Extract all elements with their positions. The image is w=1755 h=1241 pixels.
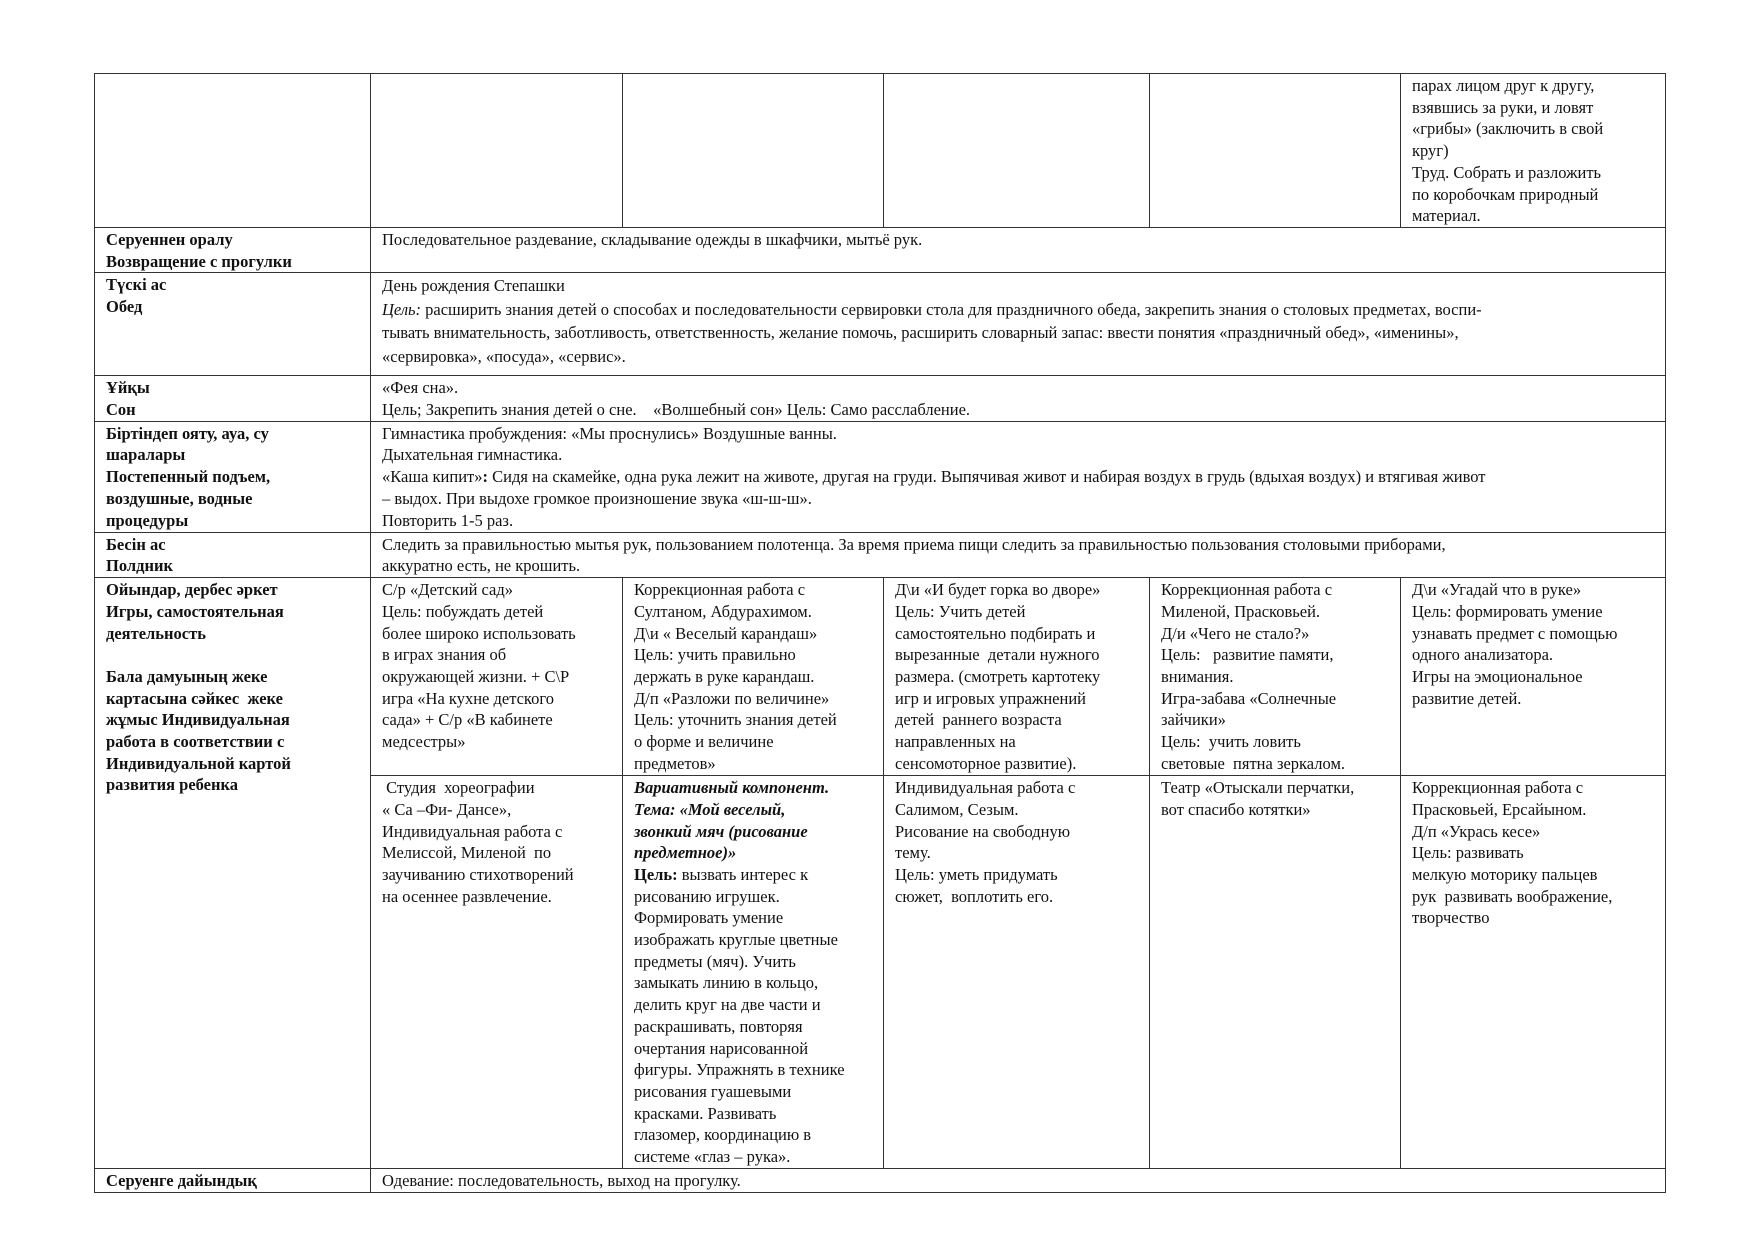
colon: : (482, 467, 488, 487)
text-line: развитие детей. (1412, 688, 1522, 708)
text-line: внимания. (1161, 666, 1234, 686)
variative-heading: звонкий мяч (рисование (634, 821, 808, 841)
row-label-prep-walk (95, 1168, 371, 1192)
text-line: С/р «Детский сад» (382, 580, 514, 600)
text-line: Мелиссой, Миленой по (382, 843, 552, 863)
table-row (95, 532, 1666, 577)
label-line: процедуры (106, 510, 189, 530)
goal-line (634, 864, 873, 886)
table-row (95, 1168, 1666, 1192)
text-line: деятельность (106, 623, 206, 643)
games-r1-c3 (623, 578, 884, 776)
text-line: Д\и «Угадай что в руке» (1412, 580, 1582, 600)
text-line: Театр «Отыскали перчатки, (1161, 778, 1355, 798)
text-line: держать в руке карандаш. (634, 666, 815, 686)
text-line: Ойындар, дербес әркет (106, 580, 278, 600)
text-line: Цель: формировать умение (1412, 601, 1603, 621)
text-line: медсестры» (382, 732, 466, 752)
row-label-snack (95, 532, 371, 577)
text-line: о форме и величине (634, 732, 774, 752)
text-line: «грибы» (заключить в свой (1412, 119, 1604, 139)
text-line (106, 644, 360, 666)
text-line: Коррекционная работа с (1412, 778, 1584, 798)
text-line: предметов» (634, 753, 716, 773)
text-line: сада» + С/р «В кабинете (382, 710, 553, 730)
label-line: Серуенге дайындық (106, 1170, 257, 1190)
text-line: Дыхательная гимнастика. (382, 445, 563, 465)
text-line: замыкать линию в кольцо, (634, 973, 819, 993)
games-r2-c4 (884, 776, 1150, 1169)
label-line: Полдник (106, 556, 173, 576)
lunch-text (371, 273, 1666, 376)
text-line: на осеннее развлечение. (382, 886, 552, 906)
exercise-name: «Каша кипит» (382, 467, 483, 487)
text-line: заучиванию стихотворений (382, 864, 574, 884)
games-r2-c6 (1401, 776, 1666, 1169)
text-line: Игры, самостоятельная (106, 601, 284, 621)
label-line: воздушные, водные (106, 488, 253, 508)
text-line: узнавать предмет с помощью (1412, 623, 1618, 643)
text-line: предметы (мяч). Учить (634, 951, 796, 971)
text-line: делить круг на две части и (634, 995, 821, 1015)
text-line: Д/п «Укрась кесе» (1412, 821, 1541, 841)
text-line: Индивидуальная работа с (895, 778, 1076, 798)
label-line: Сон (106, 400, 136, 420)
sleep-text (371, 376, 1666, 421)
text-line: Цель: Учить детей (895, 601, 1026, 621)
text-line: Игра-забава «Солнечные (1161, 688, 1337, 708)
variative-heading: Тема: «Мой веселый, (634, 799, 786, 819)
text-line: игр и игровых упражнений (895, 688, 1086, 708)
text-line: Цель: развитие памяти, (1161, 645, 1334, 665)
text-line: – выдох. При выдохе громкое произношение звука «ш-ш-ш». (382, 488, 812, 508)
games-r2-c3 (623, 776, 884, 1169)
games-r2-c5 (1150, 776, 1401, 1169)
text-line: Д/и «Чего не стало?» (1161, 623, 1310, 643)
daily-plan-table (94, 73, 1666, 1193)
text-line: Цель: побуждать детей (382, 601, 544, 621)
text-line: Последовательное раздевание, складывание одежды в шкафчики, мытьё рук. (382, 229, 923, 249)
table-cell (1401, 74, 1666, 228)
label-line: шаралары (106, 445, 186, 465)
text-line: Цель: уметь придумать (895, 864, 1058, 884)
row-label-return-walk (95, 227, 371, 272)
table-cell (95, 74, 371, 228)
label-line: Постепенный подъем, (106, 467, 271, 487)
text-line: работа в соответствии с (106, 732, 285, 752)
label-line: Обед (106, 297, 143, 317)
text-line: «сервировка», «посуда», «сервис». (382, 346, 626, 366)
table-cell (884, 74, 1150, 228)
label-line: Возвращение с прогулки (106, 251, 292, 271)
text-line: «Фея сна». (382, 378, 459, 398)
text-line: Одевание: последовательность, выход на прогулку. (382, 1170, 741, 1190)
text-line: аккуратно есть, не крошить. (382, 556, 581, 576)
text-line: Цель: уточнить знания детей (634, 710, 837, 730)
text-line: более широко использовать (382, 623, 576, 643)
text-line: одного анализатора. (1412, 645, 1554, 665)
lunch-goal-line (382, 298, 1655, 322)
text-line: Труд. Собрать и разложить (1412, 162, 1602, 182)
games-r1-c4 (884, 578, 1150, 776)
text-line: Цель; Закрепить знания детей о сне. «Волшебный сон» Цель: Само расслабление. (382, 400, 971, 420)
text-line (382, 466, 1655, 488)
table-row (95, 421, 1666, 532)
text-line: окружающей жизни. + С\Р (382, 666, 570, 686)
label-line: Серуеннен оралу (106, 229, 233, 249)
table-row (95, 273, 1666, 376)
row-label-lunch (95, 273, 371, 376)
games-r1-c5 (1150, 578, 1401, 776)
table-row (95, 376, 1666, 421)
text-line: вот спасибо котятки» (1161, 799, 1311, 819)
goal-label: Цель: (634, 864, 678, 884)
text-line: Д/п «Разложи по величине» (634, 688, 830, 708)
text-line: изображать круглые цветные (634, 930, 838, 950)
prep-walk-text (371, 1168, 1666, 1192)
text-line: материал. (1412, 206, 1481, 226)
snack-text (371, 532, 1666, 577)
text-line: Индивидуальной картой (106, 753, 291, 773)
text-line: творчество (1412, 908, 1490, 928)
wakeup-text (371, 421, 1666, 532)
text-line: зайчики» (1161, 710, 1226, 730)
text-line: сенсомоторное развитие). (895, 753, 1077, 773)
text-line: сюжет, воплотить его. (895, 886, 1054, 906)
text-line: Рисование на свободную (895, 821, 1071, 841)
text-line: Игры на эмоциональное (1412, 666, 1583, 686)
text-line: игра «На кухне детского (382, 688, 554, 708)
text-line: взявшись за руки, и ловят (1412, 97, 1594, 117)
text-line: Цель: учить ловить (1161, 732, 1301, 752)
text-line: тывать внимательность, заботливость, ответственность, желание помочь, расширить словарный запас: ввести понятия «праздничный обед», «именины», (382, 323, 1459, 343)
games-r2-c2 (371, 776, 623, 1169)
text-line: Коррекционная работа с (634, 580, 806, 600)
text-line: рук развивать воображение, (1412, 886, 1613, 906)
text-line: Индивидуальная работа с (382, 821, 563, 841)
text-line: Д\и «И будет горка во дворе» (895, 580, 1101, 600)
text-line: размера. (смотреть картотеку (895, 666, 1101, 686)
goal-text: расширить знания детей о способах и последовательности сервировки стола для праздничного обеда, закрепить знания о столовых предметах, воспи- (421, 299, 1482, 319)
text-line: красками. Развивать (634, 1103, 777, 1123)
text-line: детей раннего возраста (895, 710, 1062, 730)
row-label-games (95, 578, 371, 1169)
text-line: глазомер, координацию в (634, 1125, 812, 1145)
goal-label: Цель: (382, 299, 422, 319)
variative-heading: Вариативный компонент. (634, 778, 830, 798)
text-line: жұмыс Индивидуальная (106, 710, 290, 730)
text-line: мелкую моторику пальцев (1412, 864, 1598, 884)
goal-text: вызвать интерес к (677, 864, 809, 884)
text-line: картасына сәйкес жеке (106, 688, 283, 708)
text-line: круг) (1412, 141, 1449, 161)
text-line: парах лицом друг к другу, (1412, 76, 1595, 95)
text-line: рисованию игрушек. (634, 886, 780, 906)
return-walk-text (371, 227, 1666, 272)
text-line: Миленой, Прасковьей. (1161, 601, 1321, 621)
exercise-text: Сидя на скамейке, одна рука лежит на животе, другая на груди. Выпячивая живот и набирая воздух в грудь (вдыхая воздух) и втягивая живот (487, 467, 1486, 487)
text-line: Д\и « Веселый карандаш» (634, 623, 818, 643)
text-line: самостоятельно подбирать и (895, 623, 1096, 643)
games-r1-c2 (371, 578, 623, 776)
text-line: Цель: учить правильно (634, 645, 796, 665)
text-line: раскрашивать, повторяя (634, 1016, 803, 1036)
row-label-sleep (95, 376, 371, 421)
text-line: Повторить 1-5 раз. (382, 510, 514, 530)
text-line: Цель: развивать (1412, 843, 1524, 863)
label-line: Түскі ас (106, 275, 167, 295)
text-line: направленных на (895, 732, 1016, 752)
text-line: Гимнастика пробуждения: «Мы проснулись» Воздушные ванны. (382, 423, 837, 443)
text-line: Султаном, Абдурахимом. (634, 601, 812, 621)
lunch-title: День рождения Степашки (382, 276, 565, 296)
table-row (95, 74, 1666, 228)
text-line: фигуры. Упражнять в технике (634, 1060, 845, 1080)
label-line: Бесін ас (106, 534, 166, 554)
text-line: световые пятна зеркалом. (1161, 753, 1346, 773)
goal-rest (634, 886, 873, 1168)
text-line: вырезанные детали нужного (895, 645, 1100, 665)
text-line: Бала дамуының жеке (106, 666, 268, 686)
text-line: тему. (895, 843, 931, 863)
text-line: развития ребенка (106, 775, 239, 795)
text-line: Коррекционная работа с (1161, 580, 1333, 600)
table-row (95, 578, 1666, 776)
table-cell (371, 74, 623, 228)
text-line: Студия хореографии (382, 778, 535, 798)
text-line: Салимом, Сезым. (895, 799, 1019, 819)
row-label-wakeup (95, 421, 371, 532)
text-line: в играх знания об (382, 645, 507, 665)
text-line: Следить за правильностью мытья рук, пользованием полотенца. За время приема пищи следить за правильностью пользования столовыми приборами, (382, 534, 1446, 554)
text-line: рисования гуашевыми (634, 1081, 792, 1101)
text-line: очертания нарисованной (634, 1038, 809, 1058)
text-line: по коробочкам природный (1412, 184, 1599, 204)
text-line: Формировать умение (634, 908, 784, 928)
table-cell (623, 74, 884, 228)
table-cell (1150, 74, 1401, 228)
label-line: Біртіндеп ояту, ауа, су (106, 423, 269, 443)
text-line: « Са –Фи- Дансе», (382, 799, 512, 819)
table-row (95, 227, 1666, 272)
text-line: системе «глаз – рука». (634, 1147, 791, 1167)
text-line: Прасковьей, Ерсайыном. (1412, 799, 1587, 819)
label-line: Ұйқы (106, 378, 150, 398)
variative-heading: предметное)» (634, 843, 737, 863)
games-r1-c6 (1401, 578, 1666, 776)
